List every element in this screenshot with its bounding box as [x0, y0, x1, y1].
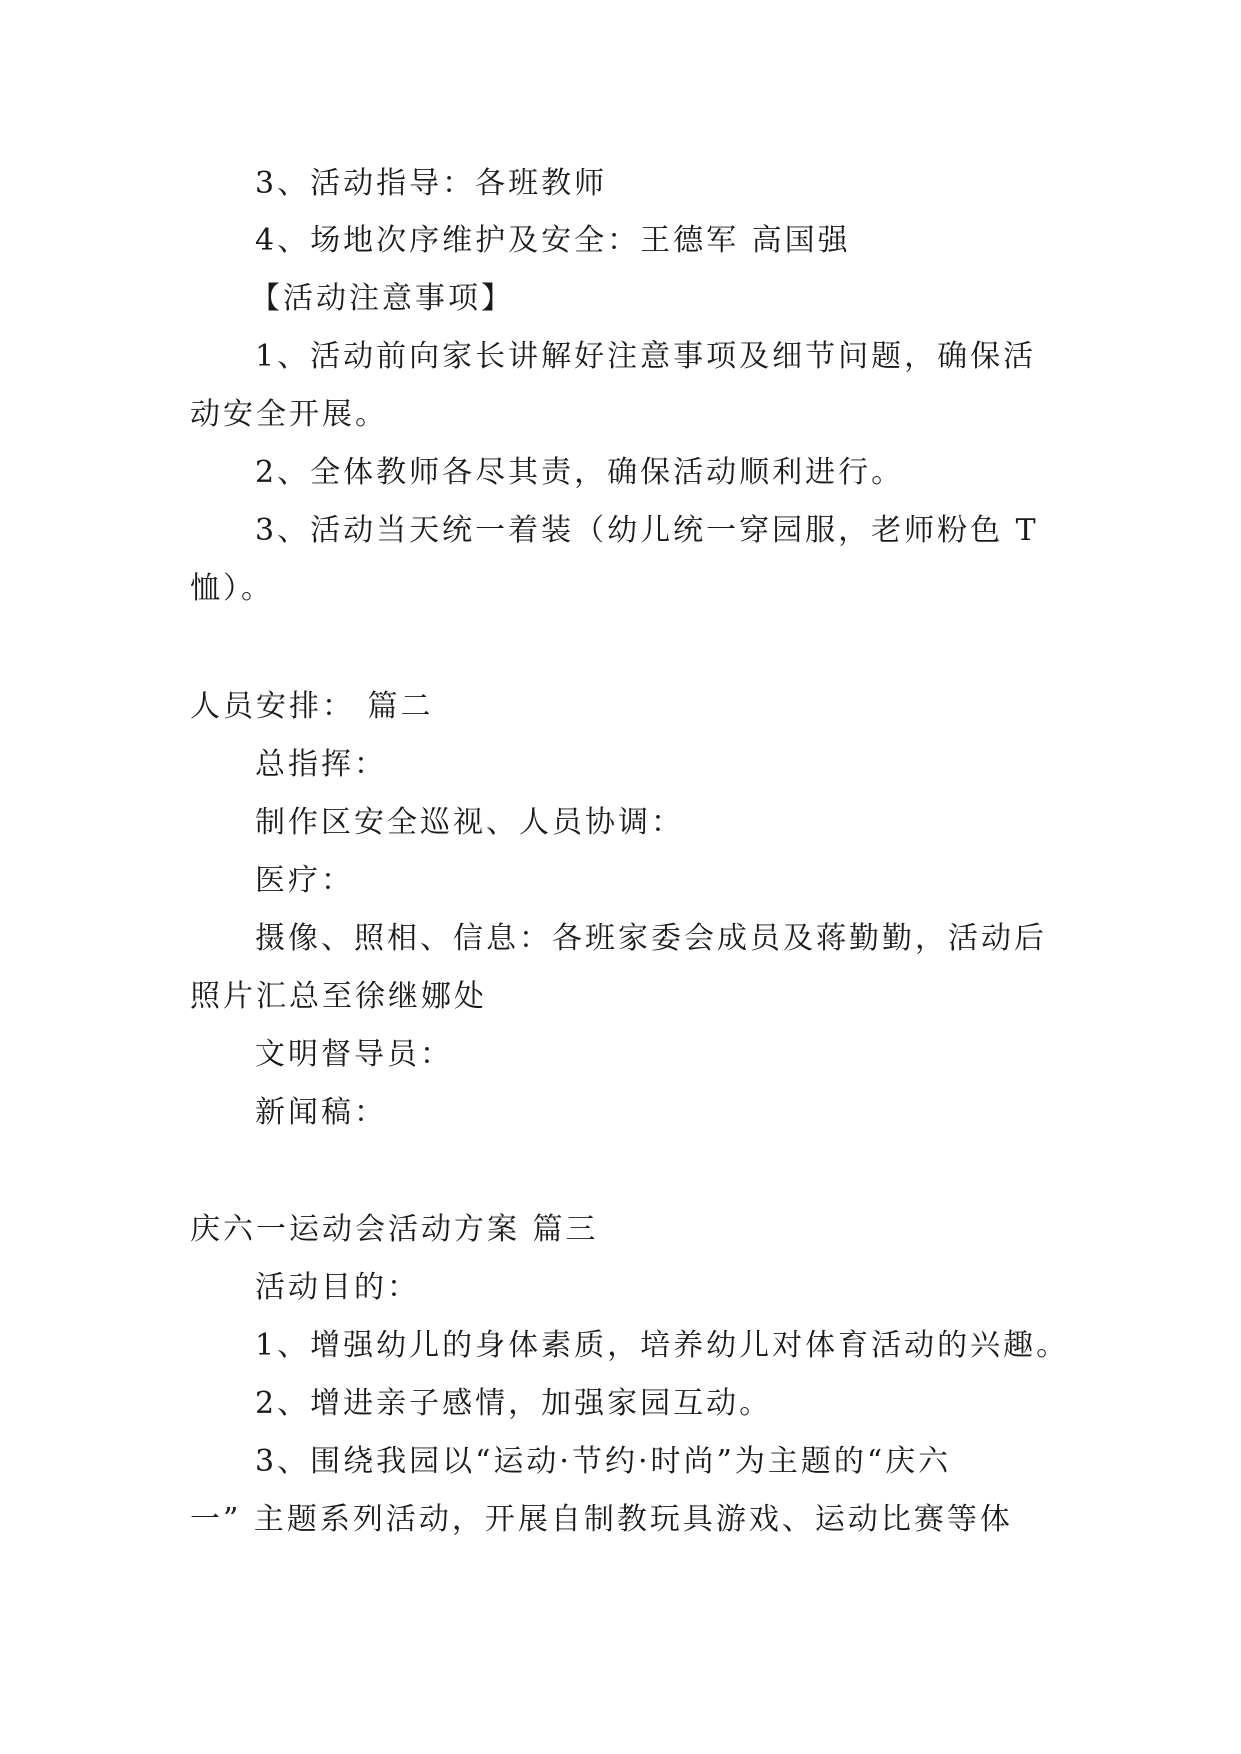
- section-2-title: 人员安排： 篇二: [190, 689, 434, 724]
- note-3-line-2: 恤）。: [190, 571, 274, 606]
- goal-2: 2、增进亲子感情，加强家园互动。: [255, 1386, 773, 1421]
- civility-supervisor: 文明督导员：: [255, 1037, 453, 1072]
- medical: 医疗：: [255, 863, 354, 898]
- safety-patrol: 制作区安全巡视、人员协调：: [255, 805, 684, 840]
- item-venue-order-safety: 4、场地次序维护及安全：王德军 高国强: [255, 223, 851, 258]
- commander: 总指挥：: [255, 747, 387, 782]
- note-1-line-2: 动安全开展。: [190, 397, 388, 432]
- item-activity-guidance: 3、活动指导：各班教师: [255, 166, 608, 201]
- notes-heading: 【活动注意事项】: [250, 281, 514, 316]
- section-3-title: 庆六一运动会活动方案 篇三: [190, 1212, 599, 1247]
- goal-3-line-2: 一” 主题系列活动，开展自制教玩具游戏、运动比赛等体: [190, 1502, 1013, 1537]
- purpose-heading: 活动目的：: [255, 1270, 420, 1305]
- note-2: 2、全体教师各尽其责，确保活动顺利进行。: [255, 455, 905, 490]
- goal-3-line-1: 3、围绕我园以“运动·节约·时尚”为主题的“庆六: [255, 1444, 952, 1479]
- photo-line-2: 照片汇总至徐继娜处: [190, 979, 487, 1014]
- news-release: 新闻稿：: [255, 1095, 387, 1130]
- note-1-line-1: 1、活动前向家长讲解好注意事项及细节问题，确保活: [255, 339, 1037, 374]
- note-3-line-1: 3、活动当天统一着装（幼儿统一穿园服，老师粉色 T: [255, 513, 1039, 548]
- photo-line-1: 摄像、照相、信息：各班家委会成员及蒋勤勤，活动后: [255, 921, 1047, 956]
- goal-1: 1、增强幼儿的身体素质，培养幼儿对体育活动的兴趣。: [255, 1328, 1070, 1363]
